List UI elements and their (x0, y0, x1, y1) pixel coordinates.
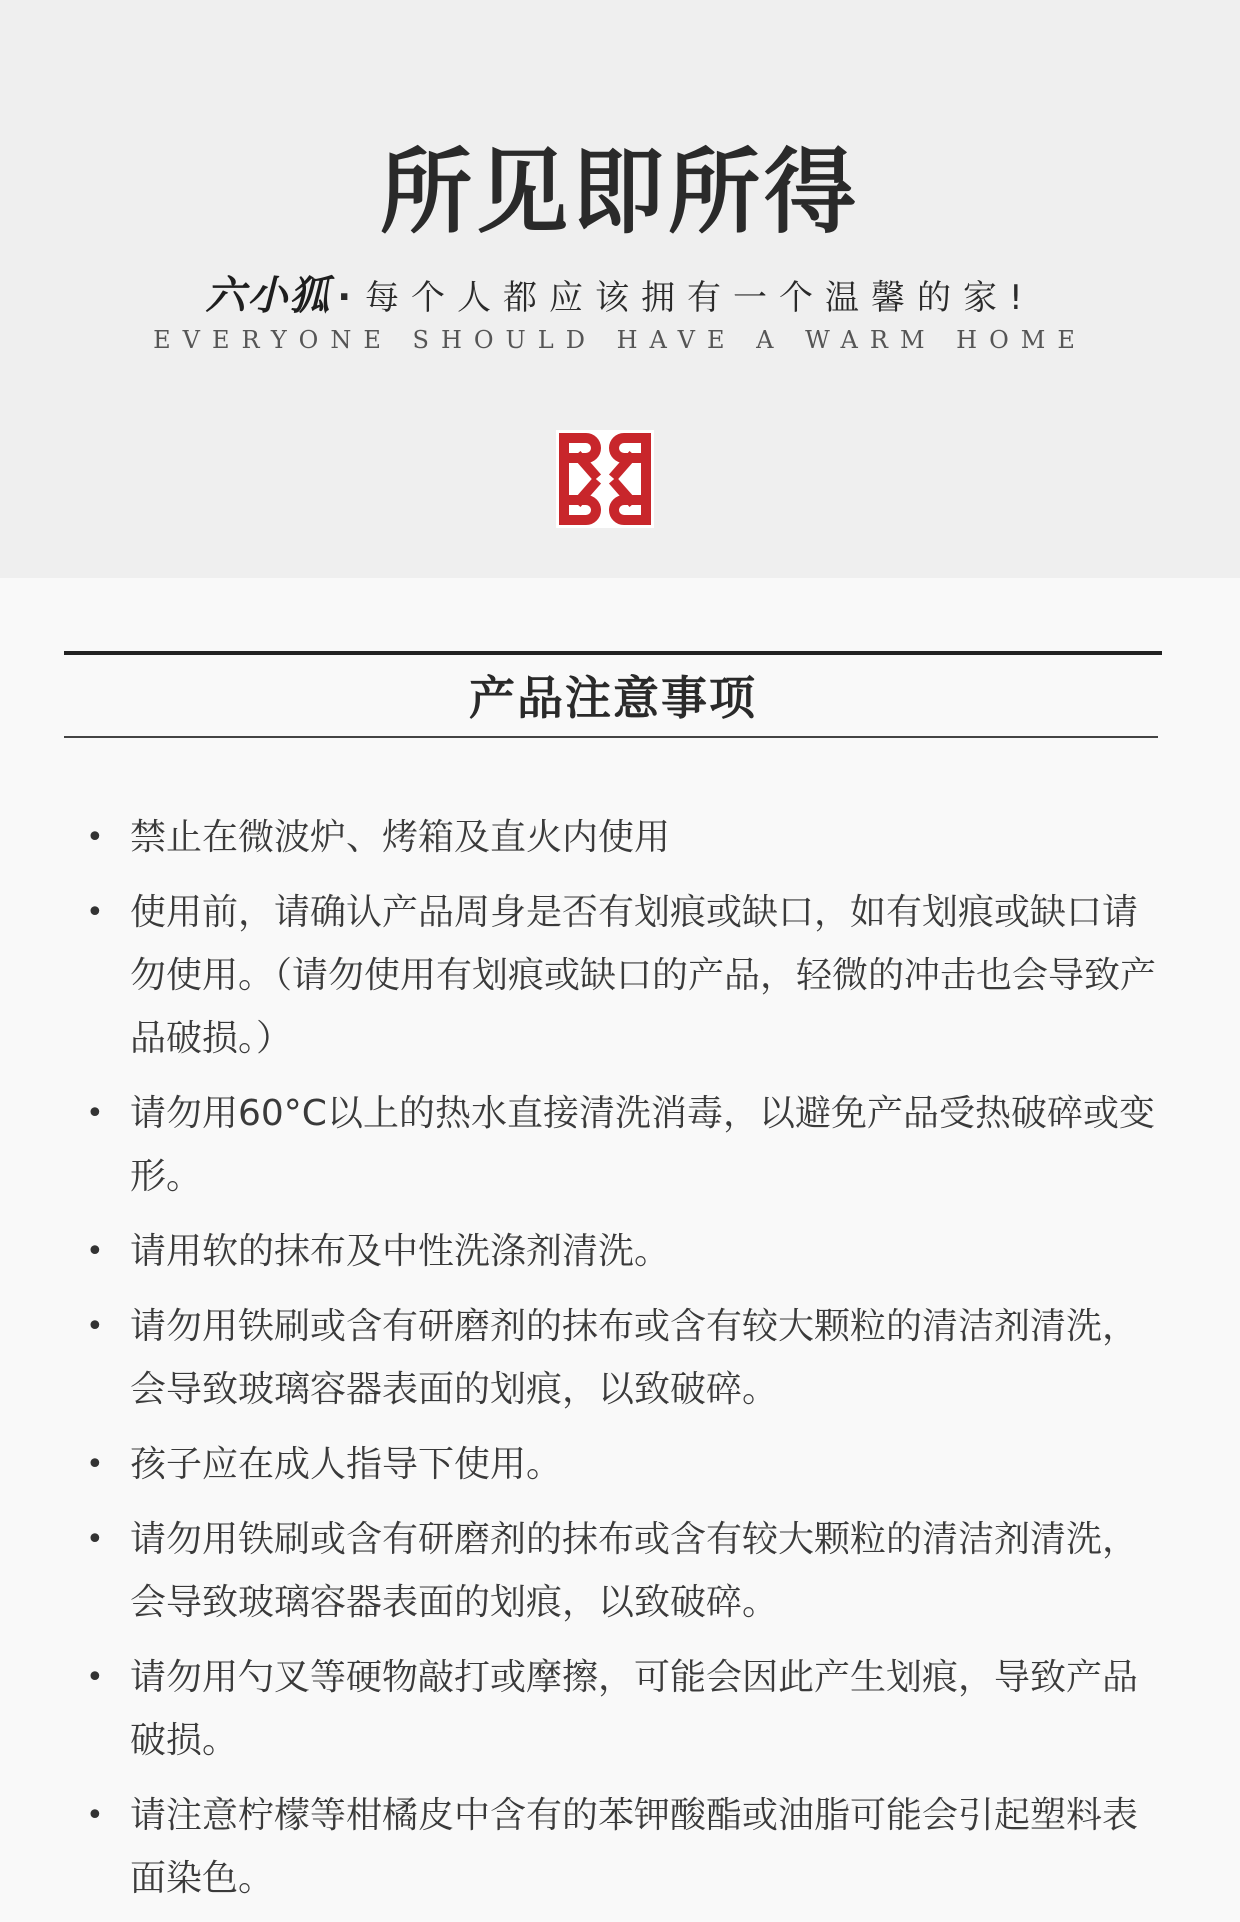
notice-text: 请用软的抹布及中性洗涤剂清洗。 (130, 1231, 671, 1272)
notice-text: 请勿用铁刷或含有研磨剂的抹布或含有较大颗粒的清洁剂清洗，会导致玻璃容器表面的划痕，以致破碎。 (130, 1306, 1139, 1410)
section-divider-bottom (64, 736, 1158, 738)
hero-title: 所见即所得 (379, 139, 860, 246)
bullet-icon: • (86, 895, 104, 930)
notice-text: 请注意柠檬等柑橘皮中含有的苯钾酸酯或油脂可能会引起塑料表面染色。 (130, 1795, 1139, 1899)
brand-name: 六小狐 (205, 272, 332, 319)
notice-item (80, 806, 1160, 869)
notice-item (80, 1508, 1160, 1634)
notice-text: 请勿用铁刷或含有研磨剂的抹布或含有较大颗粒的清洁剂清洗，会导致玻璃容器表面的划痕，以致破碎。 (130, 1519, 1139, 1623)
slogan-separator: · (337, 277, 352, 318)
bullet-icon: • (86, 820, 104, 855)
notice-item (80, 1220, 1160, 1283)
bullet-icon: • (86, 1660, 104, 1695)
slogan-english: EVERYONE SHOULD HAVE A WARM HOME (153, 326, 1087, 354)
brand-slogan (0, 268, 1240, 326)
notice-item (80, 1784, 1160, 1910)
bullet-icon: • (86, 1522, 104, 1557)
notice-text: 禁止在微波炉、烤箱及直火内使用 (130, 817, 671, 858)
brand-logo-icon (556, 430, 654, 528)
bullet-icon: • (86, 1447, 104, 1482)
notice-text: 请勿用60°C以上的热水直接清洗消毒，以避免产品受热破碎或变形。 (130, 1093, 1155, 1197)
notice-text: 孩子应在成人指导下使用。 (130, 1444, 563, 1485)
notice-item (80, 881, 1160, 1070)
notice-item (80, 1295, 1160, 1421)
notice-text: 请勿用勺叉等硬物敲打或摩擦，可能会因此产生划痕，导致产品破损。 (130, 1657, 1139, 1761)
notice-list (80, 806, 1160, 1922)
notice-item (80, 1646, 1160, 1772)
bullet-icon: • (86, 1096, 104, 1131)
notice-item (80, 1433, 1160, 1496)
section-divider-top (64, 651, 1162, 655)
bullet-icon: • (86, 1798, 104, 1833)
notice-item (80, 1082, 1160, 1208)
logo-background (556, 430, 654, 528)
notice-text: 使用前，请确认产品周身是否有划痕或缺口，如有划痕或缺口请勿使用。（请勿使用有划痕或缺口的产品，轻微的冲击也会导致产品破损。） (130, 892, 1157, 1059)
slogan-text: 每个人都应该拥有一个温馨的家! (365, 278, 1035, 318)
hero-banner (0, 0, 1240, 578)
section-title: 产品注意事项 (469, 671, 757, 725)
bullet-icon: • (86, 1234, 104, 1269)
bullet-icon: • (86, 1309, 104, 1344)
